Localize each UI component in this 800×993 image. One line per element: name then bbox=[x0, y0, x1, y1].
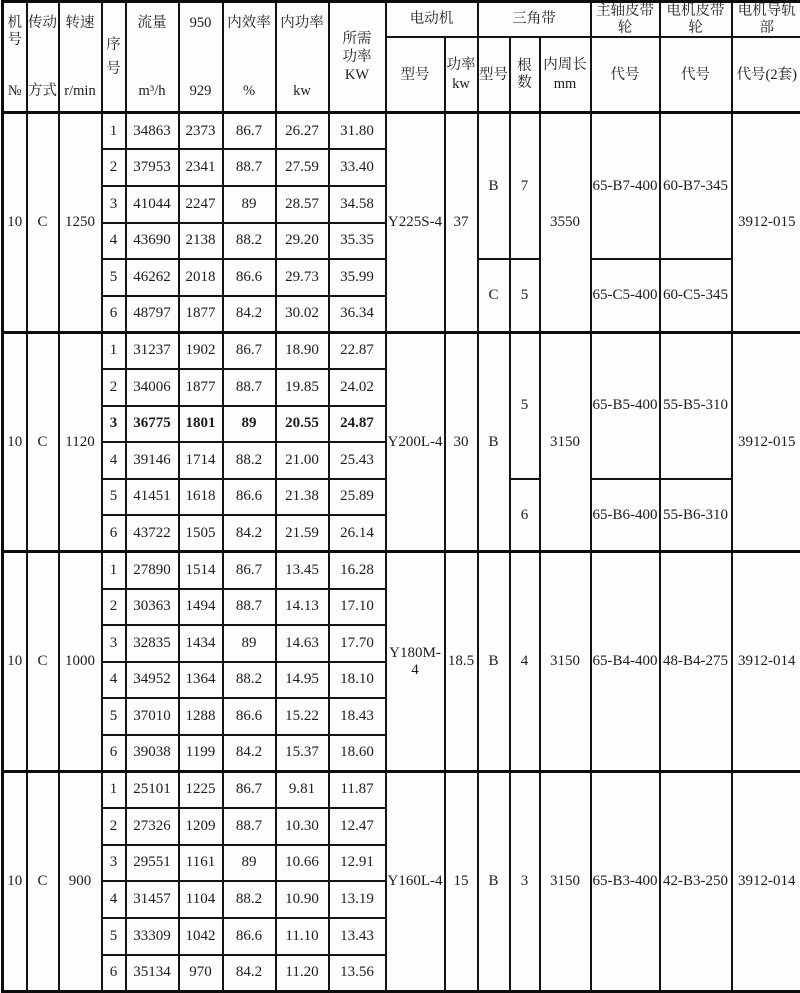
internal-power-cell: 14.95 bbox=[276, 662, 329, 699]
required-power-cell: 18.10 bbox=[329, 662, 386, 699]
belt-length-cell: 3150 bbox=[540, 552, 591, 772]
fan-spec-table bbox=[1, 0, 800, 993]
pressure-cell: 1902 bbox=[179, 332, 223, 369]
rail-code-cell: 3912-014 bbox=[732, 552, 800, 772]
seq-cell: 3 bbox=[102, 406, 126, 443]
efficiency-cell: 86.6 bbox=[223, 918, 276, 955]
internal-power-cell: 10.66 bbox=[276, 845, 329, 882]
internal-power-cell: 21.38 bbox=[276, 479, 329, 516]
rail-code-cell: 3912-015 bbox=[732, 332, 800, 552]
pressure-cell: 2247 bbox=[179, 186, 223, 223]
required-power-cell: 36.34 bbox=[329, 296, 386, 333]
pressure-cell: 1104 bbox=[179, 881, 223, 918]
belt-model-cell: C bbox=[478, 259, 510, 332]
internal-power-cell: 14.63 bbox=[276, 625, 329, 662]
required-power-cell: 17.70 bbox=[329, 625, 386, 662]
flow-cell: 41044 bbox=[126, 186, 179, 223]
drive-mode-cell: C bbox=[27, 772, 59, 992]
machine-no-cell: 10 bbox=[3, 113, 27, 333]
header-machine-no bbox=[3, 2, 27, 113]
required-power-cell: 17.10 bbox=[329, 589, 386, 626]
seq-cell: 2 bbox=[102, 589, 126, 626]
belt-count-cell: 4 bbox=[510, 552, 540, 772]
efficiency-cell: 88.7 bbox=[223, 369, 276, 406]
required-power-cell: 11.87 bbox=[329, 772, 386, 809]
seq-cell: 6 bbox=[102, 515, 126, 552]
seq-cell: 5 bbox=[102, 259, 126, 296]
internal-power-cell: 21.00 bbox=[276, 442, 329, 479]
header-machine-no-line2: № bbox=[8, 83, 22, 100]
required-power-cell: 13.19 bbox=[329, 881, 386, 918]
main-pulley-code-cell: 65-B6-400 bbox=[591, 479, 660, 552]
pressure-cell: 1505 bbox=[179, 515, 223, 552]
seq-cell: 3 bbox=[102, 625, 126, 662]
rail-code-cell: 3912-014 bbox=[732, 772, 800, 992]
pressure-cell: 1618 bbox=[179, 479, 223, 516]
belt-model-cell: B bbox=[478, 552, 510, 772]
flow-cell: 31237 bbox=[126, 332, 179, 369]
main-pulley-code-cell: 65-B5-400 bbox=[591, 332, 660, 478]
header-motor-power-line2: kw bbox=[452, 76, 470, 93]
flow-cell: 25101 bbox=[126, 772, 179, 809]
seq-cell: 4 bbox=[102, 442, 126, 479]
pressure-cell: 2138 bbox=[179, 223, 223, 260]
seq-cell: 5 bbox=[102, 479, 126, 516]
header-required-power bbox=[329, 2, 386, 113]
table-row bbox=[3, 772, 800, 809]
required-power-cell: 25.89 bbox=[329, 479, 386, 516]
header-flow-line1: 流量 bbox=[138, 15, 167, 32]
pressure-cell: 1434 bbox=[179, 625, 223, 662]
flow-cell: 39146 bbox=[126, 442, 179, 479]
pressure-cell: 1161 bbox=[179, 845, 223, 882]
internal-power-cell: 10.90 bbox=[276, 881, 329, 918]
header-motor-power bbox=[445, 37, 478, 113]
header-group-motor-pulley: 电机皮带轮 bbox=[660, 2, 732, 38]
required-power-cell: 12.47 bbox=[329, 808, 386, 845]
header-efficiency-line2: % bbox=[243, 83, 255, 100]
header-required-power-line1: 所需 bbox=[343, 31, 372, 48]
motor-power-cell: 15 bbox=[445, 772, 478, 992]
seq-cell: 1 bbox=[102, 772, 126, 809]
header-pressure-line2: 929 bbox=[190, 83, 212, 100]
required-power-cell: 35.35 bbox=[329, 223, 386, 260]
belt-model-cell: B bbox=[478, 772, 510, 992]
efficiency-cell: 84.2 bbox=[223, 515, 276, 552]
required-power-cell: 13.43 bbox=[329, 918, 386, 955]
required-power-cell: 16.28 bbox=[329, 552, 386, 589]
seq-cell: 1 bbox=[102, 552, 126, 589]
seq-cell: 2 bbox=[102, 149, 126, 186]
efficiency-cell: 89 bbox=[223, 406, 276, 443]
internal-power-cell: 11.10 bbox=[276, 918, 329, 955]
header-flow-line2: m³/h bbox=[139, 83, 166, 100]
motor-pulley-code-cell: 60-C5-345 bbox=[660, 259, 732, 332]
motor-pulley-code-cell: 55-B6-310 bbox=[660, 479, 732, 552]
flow-cell: 30363 bbox=[126, 589, 179, 626]
efficiency-cell: 86.7 bbox=[223, 552, 276, 589]
pressure-cell: 2373 bbox=[179, 113, 223, 150]
pressure-cell: 1877 bbox=[179, 296, 223, 333]
header-drive-mode bbox=[27, 2, 59, 113]
flow-cell: 36775 bbox=[126, 406, 179, 443]
flow-cell: 27326 bbox=[126, 808, 179, 845]
pressure-cell: 1494 bbox=[179, 589, 223, 626]
table-header bbox=[3, 2, 800, 113]
flow-cell: 43690 bbox=[126, 223, 179, 260]
seq-cell: 4 bbox=[102, 662, 126, 699]
efficiency-cell: 88.7 bbox=[223, 808, 276, 845]
pressure-cell: 2018 bbox=[179, 259, 223, 296]
pressure-cell: 1801 bbox=[179, 406, 223, 443]
pressure-cell: 1364 bbox=[179, 662, 223, 699]
flow-cell: 43722 bbox=[126, 515, 179, 552]
table-row bbox=[3, 113, 800, 150]
header-motor-power-line1: 功率 bbox=[447, 57, 476, 74]
header-speed bbox=[59, 2, 102, 113]
seq-cell: 6 bbox=[102, 735, 126, 772]
efficiency-cell: 88.7 bbox=[223, 589, 276, 626]
required-power-cell: 26.14 bbox=[329, 515, 386, 552]
internal-power-cell: 19.85 bbox=[276, 369, 329, 406]
internal-power-cell: 13.45 bbox=[276, 552, 329, 589]
header-belt-length-line1: 内周长 bbox=[543, 57, 587, 74]
flow-cell: 29551 bbox=[126, 845, 179, 882]
header-main-pulley-code: 代号 bbox=[591, 37, 660, 113]
internal-power-cell: 28.57 bbox=[276, 186, 329, 223]
internal-power-cell: 29.73 bbox=[276, 259, 329, 296]
efficiency-cell: 86.7 bbox=[223, 332, 276, 369]
internal-power-cell: 14.13 bbox=[276, 589, 329, 626]
required-power-cell: 13.56 bbox=[329, 955, 386, 992]
speed-cell: 1250 bbox=[59, 113, 102, 333]
efficiency-cell: 84.2 bbox=[223, 955, 276, 992]
required-power-cell: 24.87 bbox=[329, 406, 386, 443]
internal-power-cell: 11.20 bbox=[276, 955, 329, 992]
header-belt-model: 型号 bbox=[478, 37, 510, 113]
required-power-cell: 22.87 bbox=[329, 332, 386, 369]
motor-power-cell: 18.5 bbox=[445, 552, 478, 772]
belt-length-cell: 3550 bbox=[540, 113, 591, 333]
flow-cell: 33309 bbox=[126, 918, 179, 955]
pressure-cell: 1209 bbox=[179, 808, 223, 845]
table-body bbox=[3, 113, 800, 991]
efficiency-cell: 89 bbox=[223, 186, 276, 223]
required-power-cell: 18.43 bbox=[329, 698, 386, 735]
pressure-cell: 1042 bbox=[179, 918, 223, 955]
flow-cell: 34006 bbox=[126, 369, 179, 406]
header-speed-line2: r/min bbox=[64, 83, 95, 100]
required-power-cell: 12.91 bbox=[329, 845, 386, 882]
required-power-cell: 31.80 bbox=[329, 113, 386, 150]
flow-cell: 34952 bbox=[126, 662, 179, 699]
seq-cell: 5 bbox=[102, 698, 126, 735]
rail-code-cell: 3912-015 bbox=[732, 113, 800, 333]
header-speed-line1: 转速 bbox=[66, 15, 95, 32]
main-pulley-code-cell: 65-C5-400 bbox=[591, 259, 660, 332]
header-required-power-line2: 功率 bbox=[343, 49, 372, 66]
main-pulley-code-cell: 65-B4-400 bbox=[591, 552, 660, 772]
flow-cell: 41451 bbox=[126, 479, 179, 516]
internal-power-cell: 15.22 bbox=[276, 698, 329, 735]
header-internal-power bbox=[276, 2, 329, 113]
speed-cell: 1000 bbox=[59, 552, 102, 772]
belt-count-cell: 5 bbox=[510, 259, 540, 332]
flow-cell: 32835 bbox=[126, 625, 179, 662]
internal-power-cell: 20.55 bbox=[276, 406, 329, 443]
internal-power-cell: 10.30 bbox=[276, 808, 329, 845]
seq-cell: 5 bbox=[102, 918, 126, 955]
header-seq-line2: 号 bbox=[106, 61, 121, 78]
motor-model-cell: Y160L-4 bbox=[386, 772, 445, 992]
seq-cell: 4 bbox=[102, 223, 126, 260]
belt-model-cell: B bbox=[478, 113, 510, 259]
required-power-cell: 35.99 bbox=[329, 259, 386, 296]
required-power-cell: 25.43 bbox=[329, 442, 386, 479]
belt-count-cell: 7 bbox=[510, 113, 540, 259]
pressure-cell: 1288 bbox=[179, 698, 223, 735]
pressure-cell: 1714 bbox=[179, 442, 223, 479]
header-rail-code: 代号(2套) bbox=[732, 37, 800, 113]
pressure-cell: 1225 bbox=[179, 772, 223, 809]
belt-count-cell: 5 bbox=[510, 332, 540, 478]
flow-cell: 27890 bbox=[126, 552, 179, 589]
header-group-motor-rail: 电机导轨部 bbox=[732, 2, 800, 38]
header-drive-line2: 方式 bbox=[28, 83, 57, 100]
efficiency-cell: 86.7 bbox=[223, 772, 276, 809]
required-power-cell: 34.58 bbox=[329, 186, 386, 223]
machine-no-cell: 10 bbox=[3, 552, 27, 772]
motor-model-cell: Y180M-4 bbox=[386, 552, 445, 772]
header-drive-line1: 传动 bbox=[28, 15, 57, 32]
motor-model-cell: Y200L-4 bbox=[386, 332, 445, 552]
internal-power-cell: 30.02 bbox=[276, 296, 329, 333]
header-internal-power-line2: kw bbox=[293, 83, 311, 100]
belt-length-cell: 3150 bbox=[540, 332, 591, 552]
header-belt-length bbox=[540, 37, 591, 113]
belt-count-cell: 6 bbox=[510, 479, 540, 552]
belt-model-cell: B bbox=[478, 332, 510, 552]
speed-cell: 900 bbox=[59, 772, 102, 992]
motor-pulley-code-cell: 42-B3-250 bbox=[660, 772, 732, 992]
header-group-main-pulley: 主轴皮带轮 bbox=[591, 2, 660, 38]
pressure-cell: 1199 bbox=[179, 735, 223, 772]
efficiency-cell: 86.6 bbox=[223, 259, 276, 296]
efficiency-cell: 88.2 bbox=[223, 223, 276, 260]
internal-power-cell: 15.37 bbox=[276, 735, 329, 772]
motor-power-cell: 37 bbox=[445, 113, 478, 333]
header-row-groups bbox=[3, 2, 800, 38]
seq-cell: 1 bbox=[102, 113, 126, 150]
pressure-cell: 970 bbox=[179, 955, 223, 992]
efficiency-cell: 88.2 bbox=[223, 881, 276, 918]
table-row bbox=[3, 552, 800, 589]
pressure-cell: 1877 bbox=[179, 369, 223, 406]
efficiency-cell: 84.2 bbox=[223, 296, 276, 333]
efficiency-cell: 86.6 bbox=[223, 698, 276, 735]
flow-cell: 31457 bbox=[126, 881, 179, 918]
efficiency-cell: 88.7 bbox=[223, 149, 276, 186]
seq-cell: 4 bbox=[102, 881, 126, 918]
efficiency-cell: 89 bbox=[223, 845, 276, 882]
seq-cell: 1 bbox=[102, 332, 126, 369]
header-seq-line1: 序 bbox=[106, 37, 121, 54]
header-group-vbelt: 三角带 bbox=[478, 2, 591, 38]
efficiency-cell: 84.2 bbox=[223, 735, 276, 772]
efficiency-cell: 89 bbox=[223, 625, 276, 662]
machine-no-cell: 10 bbox=[3, 772, 27, 992]
drive-mode-cell: C bbox=[27, 552, 59, 772]
efficiency-cell: 88.2 bbox=[223, 662, 276, 699]
seq-cell: 2 bbox=[102, 808, 126, 845]
flow-cell: 39038 bbox=[126, 735, 179, 772]
required-power-cell: 33.40 bbox=[329, 149, 386, 186]
flow-cell: 48797 bbox=[126, 296, 179, 333]
header-pressure bbox=[179, 2, 223, 113]
header-belt-count: 根数 bbox=[510, 37, 540, 113]
header-group-motor: 电动机 bbox=[386, 2, 478, 38]
header-required-power-line3: KW bbox=[345, 67, 369, 84]
motor-pulley-code-cell: 60-B7-345 bbox=[660, 113, 732, 259]
flow-cell: 34863 bbox=[126, 113, 179, 150]
motor-power-cell: 30 bbox=[445, 332, 478, 552]
pressure-cell: 2341 bbox=[179, 149, 223, 186]
seq-cell: 6 bbox=[102, 955, 126, 992]
flow-cell: 37953 bbox=[126, 149, 179, 186]
header-belt-length-line2: mm bbox=[554, 76, 577, 93]
flow-cell: 46262 bbox=[126, 259, 179, 296]
drive-mode-cell: C bbox=[27, 332, 59, 552]
seq-cell: 3 bbox=[102, 186, 126, 223]
required-power-cell: 18.60 bbox=[329, 735, 386, 772]
table-row bbox=[3, 332, 800, 369]
required-power-cell: 24.02 bbox=[329, 369, 386, 406]
efficiency-cell: 86.7 bbox=[223, 113, 276, 150]
header-pressure-line1: 950 bbox=[190, 15, 212, 32]
main-pulley-code-cell: 65-B7-400 bbox=[591, 113, 660, 259]
motor-pulley-code-cell: 55-B5-310 bbox=[660, 332, 732, 478]
belt-count-cell: 3 bbox=[510, 772, 540, 992]
efficiency-cell: 86.6 bbox=[223, 479, 276, 516]
header-motor-model: 型号 bbox=[386, 37, 445, 113]
pressure-cell: 1514 bbox=[179, 552, 223, 589]
internal-power-cell: 29.20 bbox=[276, 223, 329, 260]
header-internal-power-line1: 内功率 bbox=[280, 15, 324, 32]
seq-cell: 3 bbox=[102, 845, 126, 882]
seq-cell: 2 bbox=[102, 369, 126, 406]
seq-cell: 6 bbox=[102, 296, 126, 333]
header-efficiency bbox=[223, 2, 276, 113]
header-machine-no-line1: 机号 bbox=[4, 15, 26, 48]
main-pulley-code-cell: 65-B3-400 bbox=[591, 772, 660, 992]
flow-cell: 35134 bbox=[126, 955, 179, 992]
header-seq bbox=[102, 2, 126, 113]
efficiency-cell: 88.2 bbox=[223, 442, 276, 479]
internal-power-cell: 9.81 bbox=[276, 772, 329, 809]
machine-no-cell: 10 bbox=[3, 332, 27, 552]
motor-pulley-code-cell: 48-B4-275 bbox=[660, 552, 732, 772]
internal-power-cell: 27.59 bbox=[276, 149, 329, 186]
belt-length-cell: 3150 bbox=[540, 772, 591, 992]
header-efficiency-line1: 内效率 bbox=[227, 15, 271, 32]
internal-power-cell: 18.90 bbox=[276, 332, 329, 369]
internal-power-cell: 21.59 bbox=[276, 515, 329, 552]
internal-power-cell: 26.27 bbox=[276, 113, 329, 150]
speed-cell: 1120 bbox=[59, 332, 102, 552]
header-flow bbox=[126, 2, 179, 113]
motor-model-cell: Y225S-4 bbox=[386, 113, 445, 333]
flow-cell: 37010 bbox=[126, 698, 179, 735]
drive-mode-cell: C bbox=[27, 113, 59, 333]
header-motor-pulley-code: 代号 bbox=[660, 37, 732, 113]
